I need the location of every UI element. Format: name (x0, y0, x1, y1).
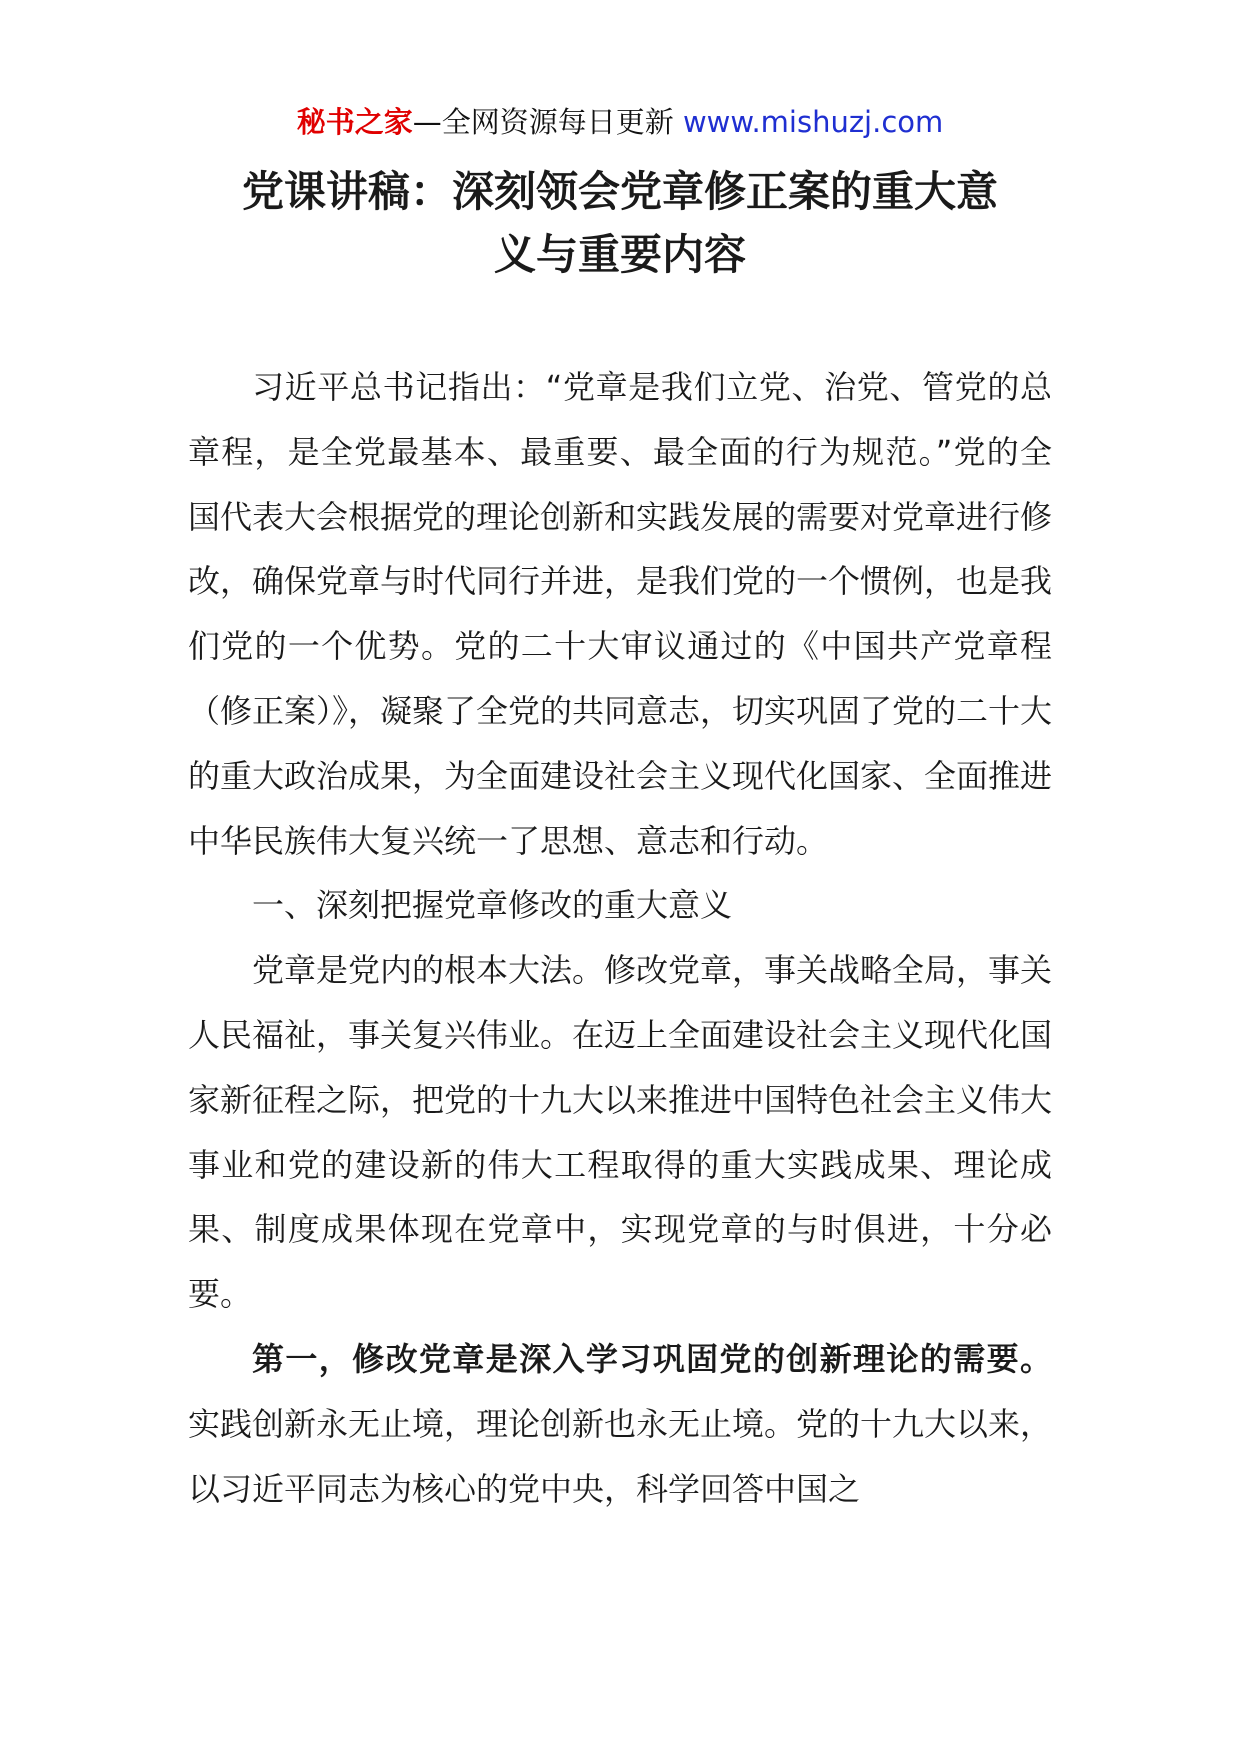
first-point-text: 实践创新永无止境，理论创新也永无止境。党的十九大以来，以习近平同志为核心的党中央，科学回答中国之 (188, 1404, 1053, 1508)
first-point-lead: 第一，修改党章是深入学习巩固党的创新理论的需要。 (252, 1339, 1052, 1378)
document-body (188, 355, 1052, 1521)
section-heading-1: 一、深刻把握党章修改的重大意义 (252, 886, 733, 925)
document-title (188, 160, 1052, 286)
paragraph-first-point (188, 1327, 1052, 1521)
site-url[interactable]: www.mishuzj.com (682, 105, 944, 139)
document-title-line-1: 党课讲稿：深刻领会党章修正案的重大意 (241, 167, 998, 216)
paragraph-significance: 党章是党内的根本大法。修改党章，事关战略全局，事关人民福祉，事关复兴伟业。在迈上全面建设社会主义现代化国家新征程之际，把党的十九大以来推进中国特色社会主义伟大事业和党的建设新的伟大工程取得的重大实践成果、理论成果、制度成果体现在党章中，实现党章的与时俱进，十分必要。 (188, 951, 1053, 1314)
paragraph-intro: 习近平总书记指出：“党章是我们立党、治党、管党的总章程，是全党最基本、最重要、最全面的行为规范。”党的全国代表大会根据党的理论创新和实践发展的需要对党章进行修改，确保党章与时代同行并进，是我们党的一个惯例，也是我们党的一个优势。党的二十大审议通过的《中国共产党章程（修正案）》，凝聚了全党的共同意志，切实巩固了党的二十大的重大政治成果，为全面建设社会主义现代化国家、全面推进中华民族伟大复兴统一了思想、意志和行动。 (188, 368, 1053, 860)
document-title-line-2: 义与重要内容 (493, 230, 746, 279)
site-tagline: —全网资源每日更新 (412, 105, 674, 139)
site-brand: 秘书之家 (296, 105, 413, 139)
site-header (0, 100, 1240, 144)
